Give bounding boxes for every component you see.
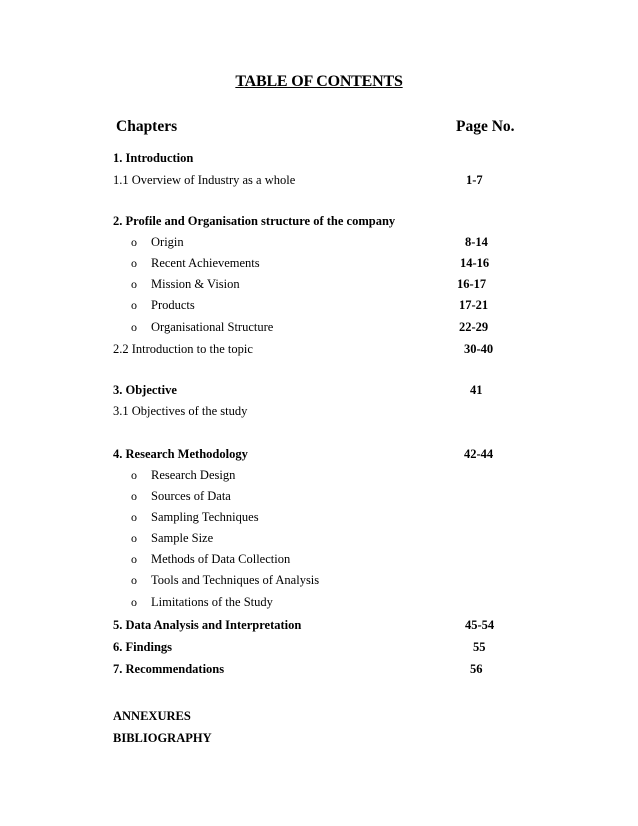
toc-row [0,339,638,359]
toc-row [0,232,638,252]
toc-row [0,615,638,635]
toc-entry-label: 2.2 Introduction to the topic [113,342,253,356]
toc-entry-label: Research Design [151,468,236,482]
toc-row [0,148,638,168]
toc-row [0,570,638,590]
toc-row [0,637,638,657]
toc-entry-label: Recent Achievements [151,256,260,270]
toc-row [0,295,638,315]
toc-entry-page: 1-7 [466,173,483,187]
toc-entry-page: 16-17 [457,277,487,291]
toc-entry-label: Tools and Techniques of Analysis [151,573,320,587]
toc-row [0,317,638,337]
toc-row [0,659,638,679]
bullet-icon: o [131,531,137,545]
toc-row [0,401,638,421]
toc-entry-label: Methods of Data Collection [151,552,291,566]
bullet-icon: o [131,468,137,482]
toc-entry-page: 14-16 [460,256,490,270]
toc-row [0,549,638,569]
toc-entry-page: 17-21 [459,298,489,312]
toc-entry-page: 41 [470,383,483,397]
bullet-icon: o [131,298,137,312]
toc-entry-label: Products [151,298,195,312]
toc-row [0,444,638,464]
toc-row [0,170,638,190]
bullet-icon: o [131,510,137,524]
bullet-icon: o [131,320,137,334]
toc-entry-label: 3. Objective [113,383,177,397]
toc-entry-label: 2. Profile and Organisation structure of the company [113,214,396,228]
toc-entry-label: Limitations of the Study [151,595,273,609]
toc-row [0,211,638,231]
toc-entry-label: 7. Recommendations [113,662,225,676]
toc-entry-label: BIBLIOGRAPHY [113,731,212,745]
toc-entry-label: ANNEXURES [113,709,191,723]
bullet-icon: o [131,573,137,587]
toc-row [0,728,638,748]
toc-entry-page: 8-14 [465,235,488,249]
toc-entry-label: 3.1 Objectives of the study [113,404,248,418]
bullet-icon: o [131,277,137,291]
toc-entry-page: 30-40 [464,342,494,356]
toc-entry-label: Sample Size [151,531,214,545]
chapters-header: Chapters [116,118,178,135]
toc-entry-label: 1. Introduction [113,151,194,165]
bullet-icon: o [131,595,137,609]
toc-entry-label: 1.1 Overview of Industry as a whole [113,173,296,187]
page-no-header: Page No. [456,118,515,135]
toc-row [0,253,638,273]
toc-entry-page: 42-44 [464,447,494,461]
toc-entry-label: Sampling Techniques [151,510,259,524]
toc-row [0,486,638,506]
toc-row [0,274,638,294]
toc-row [0,528,638,548]
toc-row [0,465,638,485]
toc-entry-label: 6. Findings [113,640,173,654]
toc-entry-label: Sources of Data [151,489,231,503]
bullet-icon: o [131,235,137,249]
bullet-icon: o [131,256,137,270]
bullet-icon: o [131,489,137,503]
page-title: TABLE OF CONTENTS [235,73,403,90]
toc-entry-label: 5. Data Analysis and Interpretation [113,618,302,632]
toc-row [0,380,638,400]
toc-entry-page: 56 [470,662,483,676]
toc-entry-label: 4. Research Methodology [113,447,248,461]
toc-row [0,507,638,527]
toc-entry-page: 55 [473,640,486,654]
toc-entry-label: Origin [151,235,184,249]
toc-row [0,706,638,726]
toc-row [0,592,638,612]
toc-entry-page: 45-54 [465,618,495,632]
toc-entry-page: 22-29 [459,320,489,334]
bullet-icon: o [131,552,137,566]
toc-entry-label: Mission & Vision [151,277,240,291]
toc-entry-label: Organisational Structure [151,320,274,334]
